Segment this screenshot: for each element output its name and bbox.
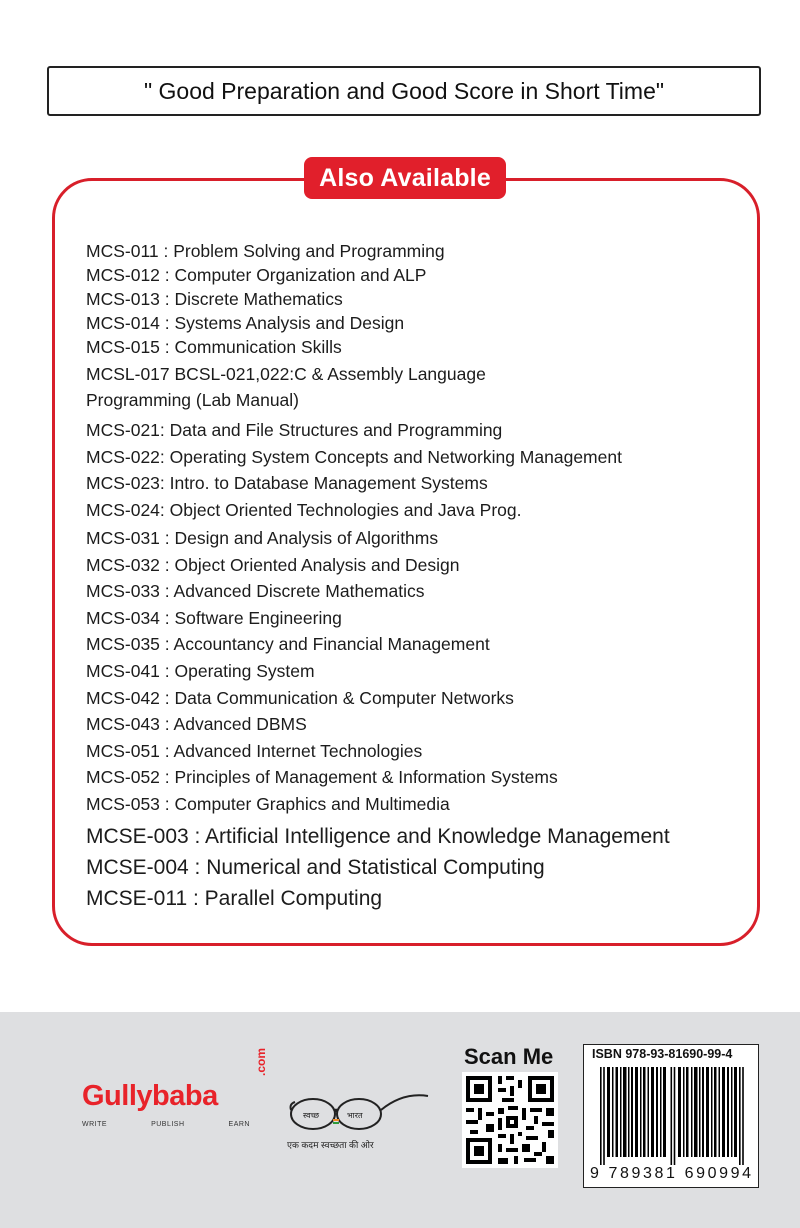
course-item: MCS-014 : Systems Analysis and Design [86, 313, 405, 333]
course-item: MCS-013 : Discrete Mathematics [86, 289, 343, 309]
course-item: MCS-053 : Computer Graphics and Multimedia [86, 793, 450, 814]
qr-code-icon [462, 1072, 558, 1168]
elective-item: MCSE-003 : Artificial Intelligence and Knowledge Management [86, 824, 670, 848]
publisher-tag: WRITE [82, 1121, 108, 1128]
elective-item: MCSE-004 : Numerical and Statistical Computing [86, 855, 545, 879]
barcode-icon [600, 1067, 750, 1165]
course-list [86, 239, 746, 914]
swachh-caption: एक कदम स्वच्छता की ओर [287, 1140, 374, 1150]
publisher-tag: PUBLISH [151, 1121, 185, 1128]
course-item: MCS-031 : Design and Analysis of Algorithms [86, 528, 439, 548]
publisher-domain: .com [254, 1047, 268, 1076]
course-item: MCS-015 : Communication Skills [86, 337, 342, 357]
also-available-title: Also Available [304, 157, 506, 199]
tagline-box [47, 66, 761, 116]
course-item: MCS-022: Operating System Concepts and Networking Management [86, 446, 622, 467]
course-item: MCS-033 : Advanced Discrete Mathematics [86, 581, 425, 602]
course-item: MCS-052 : Principles of Management & Information Systems [86, 767, 558, 788]
tagline-text: " Good Preparation and Good Score in Short Time" [143, 77, 665, 104]
isbn-barcode [583, 1044, 759, 1188]
glasses-icon [283, 1080, 433, 1136]
course-item: MCS-035 : Accountancy and Financial Management [86, 634, 490, 655]
swachh-word: स्वच्छ [303, 1111, 320, 1120]
course-item: MCS-034 : Software Engineering [86, 607, 342, 628]
publisher-tags [82, 1121, 250, 1128]
course-item-lab-manual: MCSL-017 BCSL-021,022:C & Assembly Language Programming (Lab Manual) [86, 364, 486, 410]
publisher-tag: EARN [228, 1121, 250, 1128]
course-item: MCS-043 : Advanced DBMS [86, 714, 307, 735]
course-item: MCS-024: Object Oriented Technologies and Java Prog. [86, 499, 522, 520]
scan-me-label: Scan Me [464, 1044, 554, 1069]
publisher-logo [82, 1047, 268, 1150]
elective-item: MCSE-011 : Parallel Computing [86, 886, 383, 910]
isbn-text: ISBN 978-93-81690-99-4 [592, 1047, 733, 1061]
publisher-logo-text: Gullybaba [82, 1080, 218, 1112]
course-item: MCS-021: Data and File Structures and Programming [86, 420, 503, 440]
course-item: MCS-032 : Object Oriented Analysis and Design [86, 554, 460, 575]
course-item: MCS-041 : Operating System [86, 660, 315, 681]
course-item: MCS-011 : Problem Solving and Programming [86, 241, 445, 261]
course-item: MCS-042 : Data Communication & Computer Networks [86, 687, 514, 708]
ean-digits: 9 789381 690994 [590, 1165, 754, 1182]
swachh-bharat-logo [283, 1080, 433, 1150]
course-item: MCS-023: Intro. to Database Management Systems [86, 473, 488, 493]
bharat-word: भारत [347, 1111, 363, 1120]
course-item: MCS-012 : Computer Organization and ALP [86, 265, 427, 285]
course-item: MCS-051 : Advanced Internet Technologies [86, 740, 423, 761]
